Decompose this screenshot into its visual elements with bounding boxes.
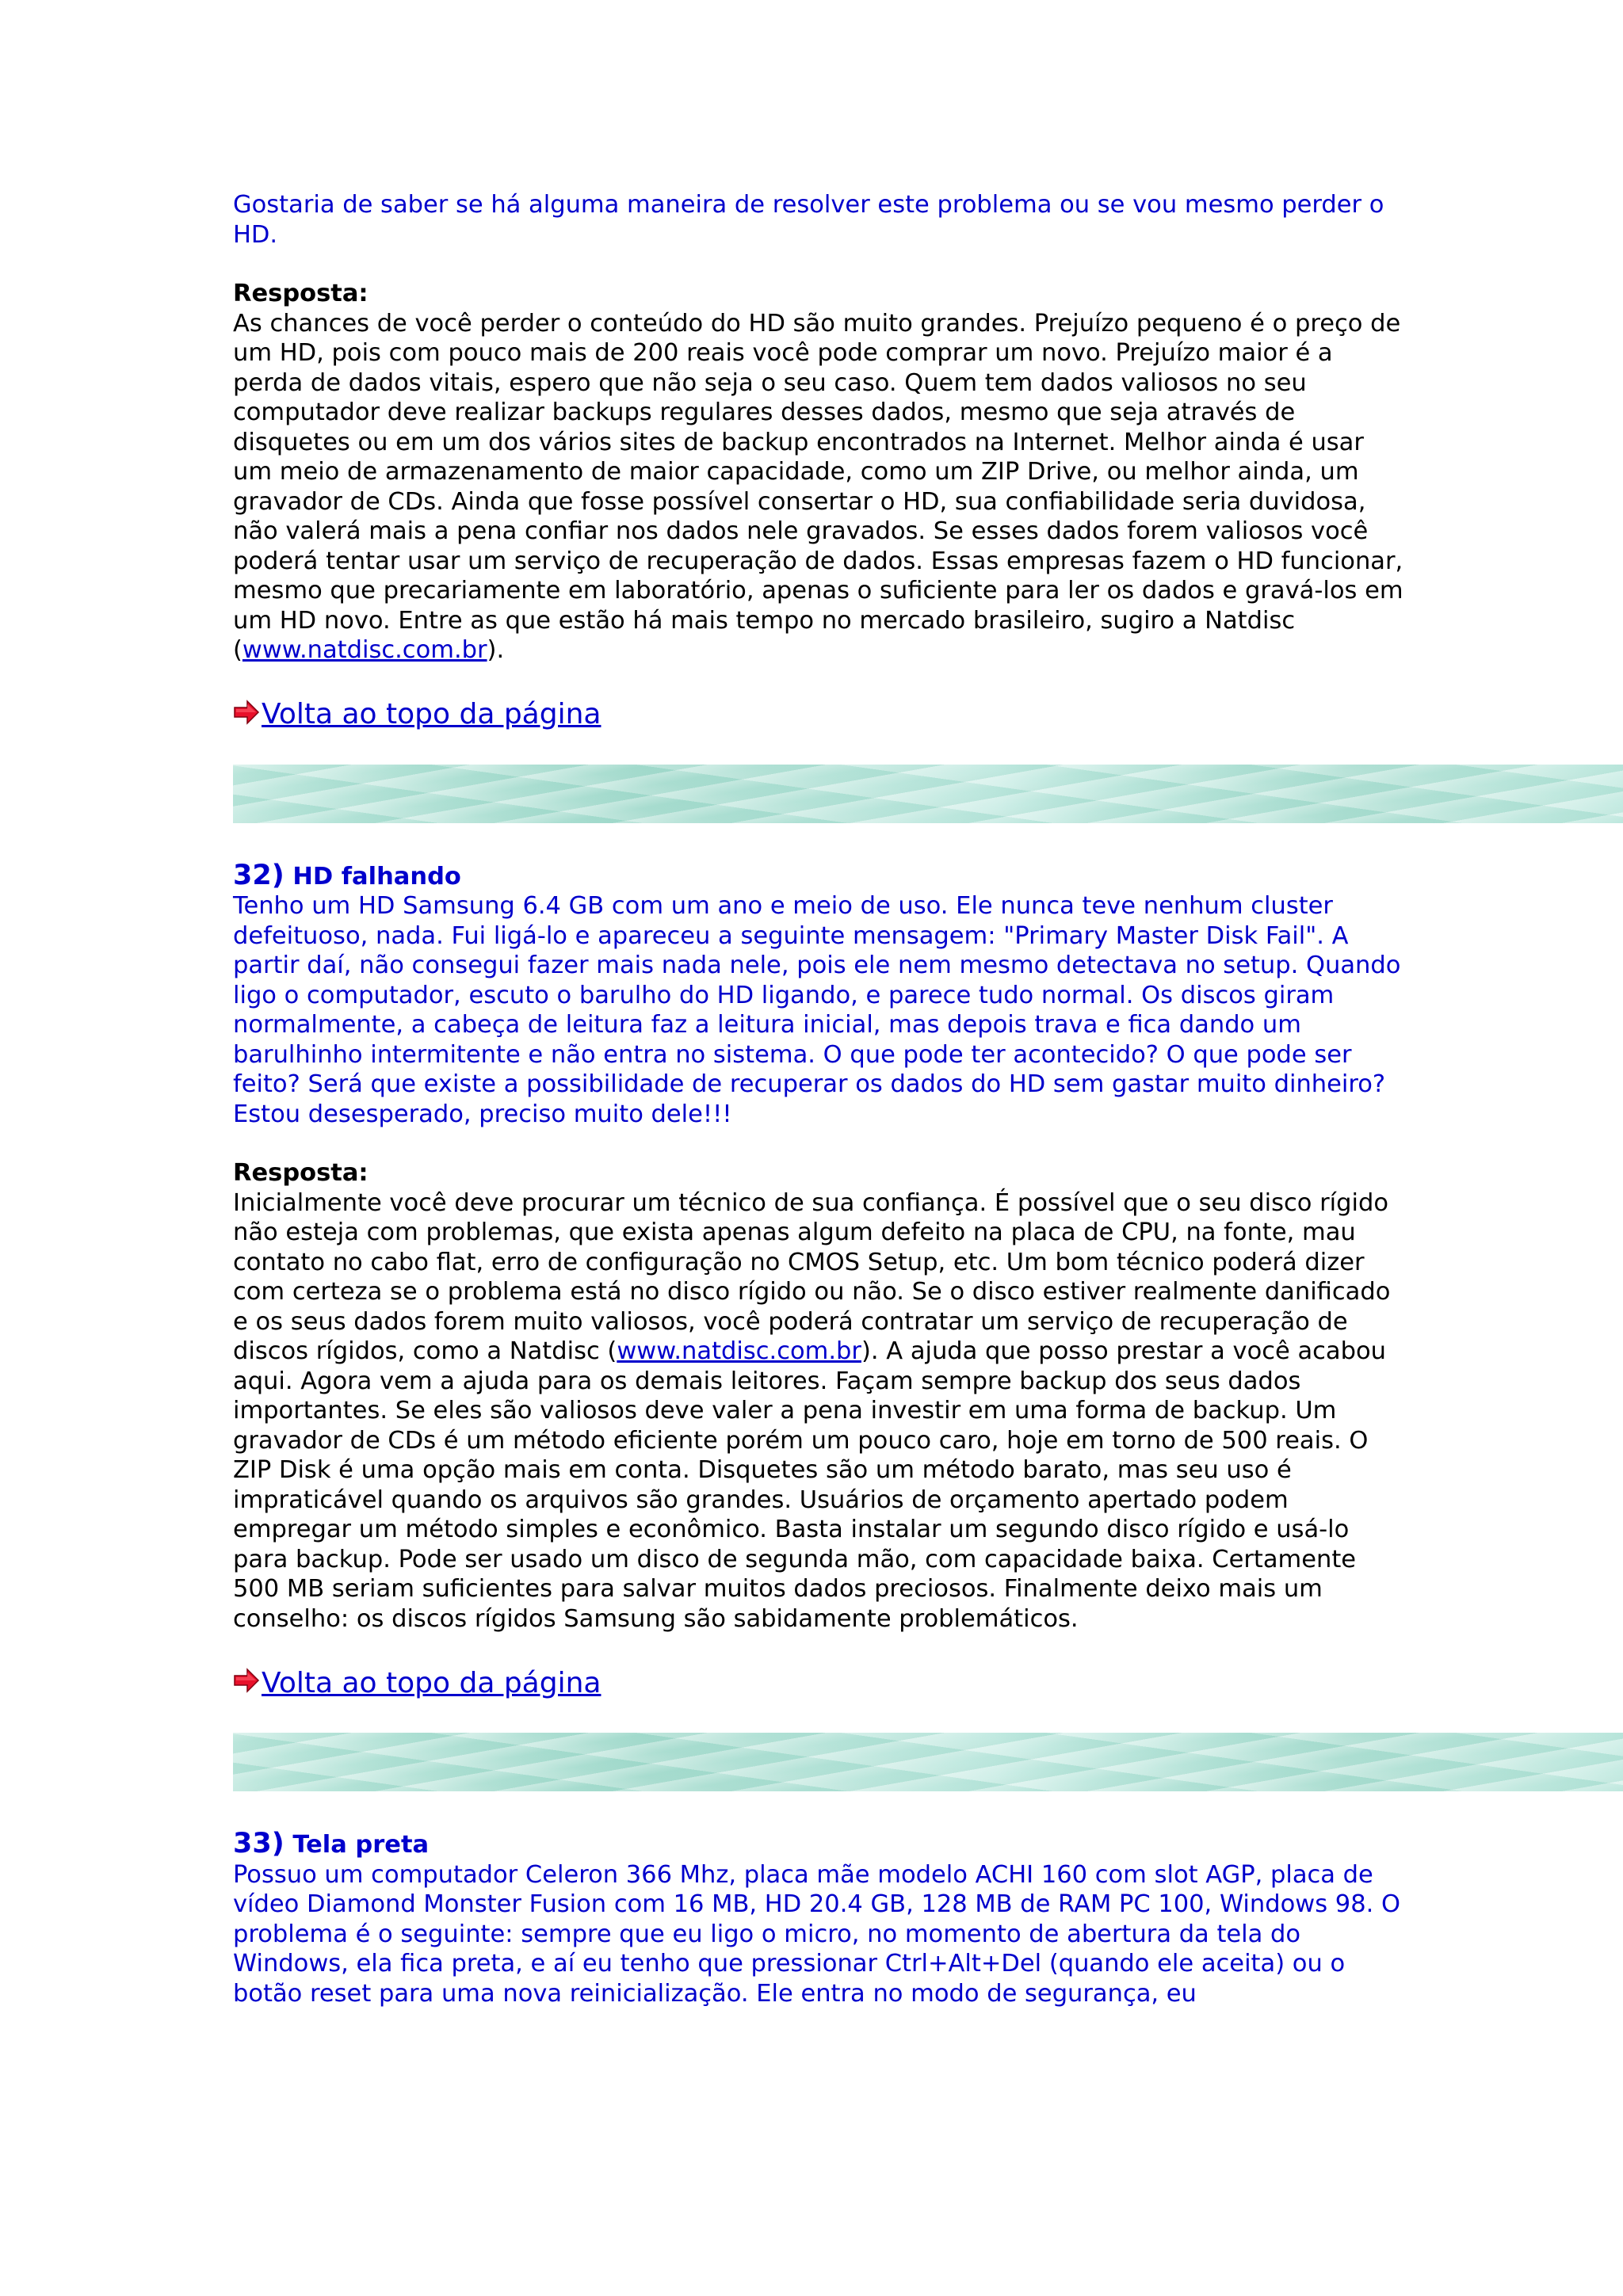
question-33-text: Possuo um computador Celeron 366 Mhz, placa mãe modelo ACHI 160 com slot AGP, placa de vídeo Diamond Monster Fusion com 16 MB, HD 20.4 GB, 128 MB de RAM PC 100, Windows 98. O problema é o seguinte: sempre que eu ligo o micro, no momento de abertura da tela do Windows, ela fica preta, e aí eu tenho que pressionar Ctrl+Alt+Del (quando ele aceita) ou o botão reset para uma nova reinicialização. Ele entra no modo de segurança, eu	[233, 1860, 1400, 2008]
question-32-heading	[233, 861, 1406, 892]
question-title: Tela preta	[292, 1831, 430, 1859]
back-to-top-link[interactable]: Volta ao topo da página	[262, 698, 601, 730]
natdisc-link[interactable]: www.natdisc.com.br	[242, 636, 487, 664]
answer-label: Resposta:	[233, 1159, 369, 1187]
section-32	[233, 861, 1406, 1634]
back-to-top-link[interactable]: Volta ao topo da página	[262, 1666, 601, 1699]
question-33-heading	[233, 1829, 1406, 1860]
answer-31-text-part1: As chances de você perder o conteúdo do HD são muito grandes. Prejuízo pequeno é o preço de um HD, pois com pouco mais de 200 reais você pode comprar um novo. Prejuízo maior é a perda de dados vitais, espero que não seja o seu caso. Quem tem dados valiosos no seu computador deve realizar backups regulares desses dados, mesmo que seja através de disquetes ou em um dos vários sites de backup encontrados na Internet. Melhor ainda é usar um meio de armazenamento de maior capacidade, como um ZIP Drive, ou melhor ainda, um gravador de CDs. Ainda que fosse possível consertar o HD, sua confiabilidade seria duvidosa, não valerá mais a pena confiar nos dados nele gravados. Se esses dados forem valiosos você poderá tentar usar um serviço de recuperação de dados. Essas empresas fazem o HD funcionar, mesmo que precariamente em laboratório, apenas o suficiente para ler os dados e gravá-los em um HD novo. Entre as que estão há mais tempo no mercado brasileiro, sugiro a Natdisc (	[233, 309, 1403, 664]
answer-32-text	[233, 1188, 1406, 1634]
back-to-top	[233, 1663, 1623, 1703]
section-31	[233, 190, 1406, 666]
page-content	[233, 190, 1623, 2008]
section-33	[233, 1829, 1406, 2008]
section-divider	[233, 1733, 1623, 1791]
question-number: 32)	[233, 859, 285, 891]
natdisc-link[interactable]: www.natdisc.com.br	[617, 1337, 861, 1365]
question-number: 33)	[233, 1828, 285, 1859]
question-32-text: Tenho um HD Samsung 6.4 GB com um ano e meio de uso. Ele nunca teve nenhum cluster defeituoso, nada. Fui ligá-lo e apareceu a seguinte mensagem: "Primary Master Disk Fail". A partir daí, não consegui fazer mais nada nele, pois ele nem mesmo detectava no setup. Quando ligo o computador, escuto o barulho do HD ligando, e parece tudo normal. Os discos giram normalmente, a cabeça de leitura faz a leitura inicial, mas depois trava e fica dando um barulhinho intermitente e não entra no sistema. O que pode ter acontecido? O que pode ser feito? Será que existe a possibilidade de recuperar os dados do HD sem gastar muito dinheiro? Estou desesperado, preciso muito dele!!!	[233, 892, 1401, 1128]
red-right-arrow-icon	[233, 699, 260, 726]
answer-32-text-part1: Inicialmente você deve procurar um técnico de sua confiança. É possível que o seu disco rígido não esteja com problemas, que exista apenas algum defeito na placa de CPU, na fonte, mau contato no cabo flat, erro de configuração no CMOS Setup, etc. Um bom técnico poderá dizer com certeza se o problema está no disco rígido ou não. Se o disco estiver realmente danificado e os seus dados forem muito valiosos, você poderá contratar um serviço de recuperação de discos rígidos, como a Natdisc (	[233, 1188, 1391, 1365]
answer-31-text-part2: ).	[487, 636, 505, 664]
answer-label: Resposta:	[233, 280, 369, 307]
answer-32-text-part2: ). A ajuda que posso prestar a você acabou aqui. Agora vem a ajuda para os demais leitores. Façam sempre backup dos seus dados importantes. Se eles são valiosos deve valer a pena investir em uma forma de backup. Um gravador de CDs é um método eficiente porém um pouco caro, hoje em torno de 500 reais. O ZIP Disk é uma opção mais em conta. Disquetes são um método barato, mas seu uso é impraticável quando os arquivos são grandes. Usuários de orçamento apertado podem empregar um método simples e econômico. Basta instalar um segundo disco rígido e usá-lo para backup. Pode ser usado um disco de segunda mão, com capacidade baixa. Certamente 500 MB seriam suficientes para salvar muitos dados preciosos. Finalmente deixo mais um conselho: os discos rígidos Samsung são sabidamente problemáticos.	[233, 1337, 1386, 1633]
red-right-arrow-icon	[233, 1667, 260, 1694]
question-31-tail: Gostaria de saber se há alguma maneira de resolver este problema ou se vou mesmo perder o HD.	[233, 191, 1384, 249]
answer-31-text	[233, 309, 1406, 666]
section-divider	[233, 765, 1623, 823]
question-title: HD falhando	[292, 862, 461, 891]
back-to-top	[233, 695, 1623, 734]
